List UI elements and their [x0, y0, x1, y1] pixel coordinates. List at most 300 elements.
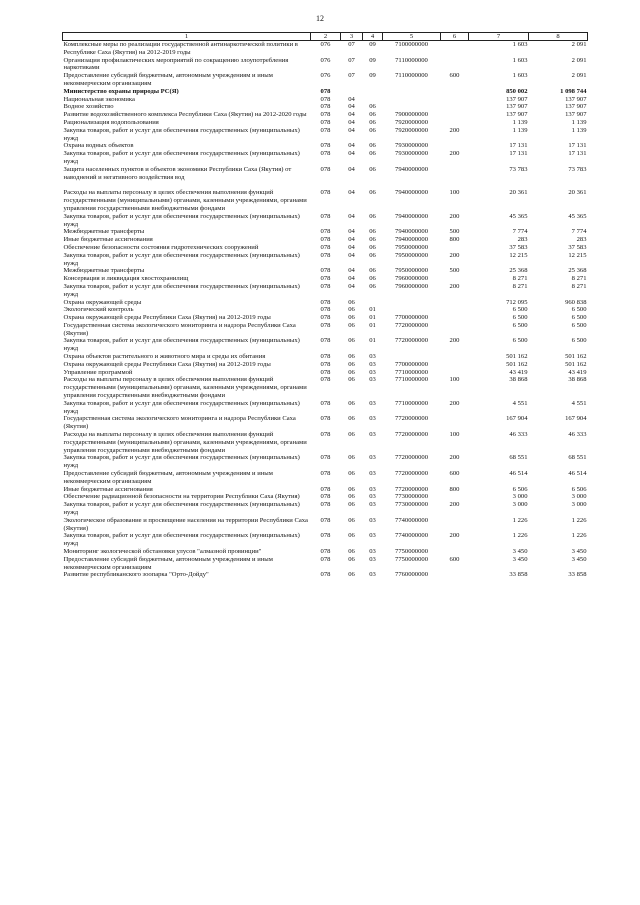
row-target-article: 7940000000	[395, 228, 428, 236]
row-name: Расходы на выплаты персоналу в целях обеспечения выполнения функций государственными (муниципальными) органами, казенными учреждениями, органами управления государственными внебюджетными фондами	[63, 189, 307, 212]
row-amount-col7: 1 603	[512, 56, 528, 64]
row-section-code: 06	[348, 532, 355, 540]
row-amount-col8: 6 500	[571, 321, 587, 329]
row-section-code: 06	[348, 431, 355, 439]
row-name: Охрана водных объектов	[63, 142, 134, 150]
row-expense-type: 200	[449, 126, 460, 134]
row-subsection-code: 03	[369, 555, 376, 563]
row-target-article	[383, 96, 441, 104]
table-row	[63, 556, 588, 572]
row-ved-code: 078	[320, 399, 331, 407]
row-expense-type	[441, 299, 469, 307]
row-amount-col8: 6 500	[571, 337, 587, 345]
row-amount-col7: 3 000	[512, 501, 528, 509]
row-target-article: 7960000000	[395, 282, 428, 290]
header-col-7: 7	[469, 33, 529, 41]
row-section-code: 06	[348, 548, 355, 555]
row-amount-col8: 46 514	[568, 470, 587, 478]
row-amount-col8: 17 131	[568, 150, 587, 158]
row-section-code: 06	[348, 516, 355, 524]
row-section-code: 06	[348, 555, 355, 563]
row-expense-type	[441, 244, 469, 252]
row-ved-code: 078	[320, 431, 331, 439]
table-row	[63, 517, 588, 533]
row-subsection-code: 03	[369, 399, 376, 407]
row-expense-type	[441, 493, 469, 501]
row-amount-col8: 167 904	[565, 415, 587, 423]
row-target-article: 7930000000	[395, 150, 428, 158]
row-section-code: 07	[348, 72, 355, 80]
row-subsection-code: 06	[369, 243, 376, 251]
row-amount-col8: 43 419	[568, 368, 587, 376]
row-expense-type	[441, 306, 469, 314]
row-subsection-code: 06	[369, 126, 376, 134]
row-subsection-code: 03	[369, 431, 376, 439]
table-row	[63, 283, 588, 299]
row-amount-col7: 1 603	[512, 72, 528, 80]
row-name: Предоставление субсидий бюджетным, автономным учреждениям и иным некоммерческим организациям	[63, 72, 273, 87]
row-amount-col7: 6 500	[512, 306, 528, 314]
row-subsection-code: 03	[369, 415, 376, 423]
table-row	[63, 150, 588, 166]
table-row	[63, 337, 588, 353]
row-expense-type: 500	[449, 267, 460, 275]
row-target-article: 7110000000	[395, 72, 428, 80]
row-subsection-code: 03	[369, 571, 376, 579]
table-row	[63, 96, 588, 104]
row-target-article	[383, 299, 441, 307]
row-name: Охрана окружающей среды Республики Саха (Якутия) на 2012-2019 годы	[63, 314, 271, 322]
row-ved-code: 078	[320, 298, 331, 306]
row-ved-code: 078	[320, 243, 331, 251]
row-amount-col8: 960 838	[565, 298, 587, 306]
row-section-code: 06	[348, 298, 355, 306]
row-ved-code: 078	[320, 87, 331, 95]
row-subsection-code: 06	[369, 111, 376, 119]
row-name: Закупка товаров, работ и услуг для обеспечения государственных (муниципальных) нужд	[63, 282, 300, 298]
row-ved-code: 078	[320, 275, 331, 283]
row-ved-code: 078	[320, 236, 331, 244]
row-target-article	[383, 353, 441, 361]
row-target-article: 7940000000	[395, 165, 428, 173]
row-target-article: 7920000000	[395, 126, 428, 134]
row-amount-col8: 3 000	[571, 493, 587, 501]
row-name: Управление программой	[63, 368, 133, 376]
row-amount-col7: 46 333	[509, 431, 528, 439]
row-ved-code: 078	[320, 493, 331, 501]
row-target-article: 7700000000	[395, 360, 428, 368]
row-amount-col7: 37 583	[509, 243, 528, 251]
row-amount-col8: 2 091	[571, 72, 587, 80]
row-name: Обеспечение безопасности состояния гидротехнических сооружений	[63, 243, 259, 251]
row-amount-col8: 2 091	[571, 41, 587, 48]
row-subsection-code: 06	[369, 142, 376, 150]
row-name: Национальная экономика	[63, 95, 135, 103]
row-name: Расходы на выплаты персоналу в целях обеспечения выполнения функций государственными (муниципальными) органами, казенными учреждениями, органами управления государственными внебюджетными фондами	[63, 376, 307, 400]
row-expense-type: 100	[449, 376, 460, 384]
row-target-article: 7960000000	[395, 275, 428, 283]
row-expense-type: 500	[449, 228, 460, 236]
row-name: Охрана окружающей среды Республики Саха (Якутия) на 2012-2019 годы	[63, 360, 271, 368]
row-ved-code: 078	[320, 415, 331, 423]
row-expense-type: 200	[449, 282, 460, 290]
row-amount-col7: 17 131	[509, 150, 528, 158]
row-amount-col7: 1 603	[512, 41, 528, 48]
row-amount-col7: 17 131	[509, 142, 528, 150]
row-amount-col7: 3 450	[512, 555, 528, 563]
row-target-article: 7950000000	[395, 243, 428, 251]
row-expense-type: 100	[449, 431, 460, 439]
table-row	[63, 252, 588, 268]
row-ved-code: 078	[320, 282, 331, 290]
row-subsection-code: 06	[369, 150, 376, 158]
table-row	[63, 532, 588, 548]
row-section-code: 04	[348, 111, 355, 119]
row-section-code: 06	[348, 314, 355, 322]
row-expense-type	[441, 314, 469, 322]
row-section-code: 06	[348, 399, 355, 407]
row-target-article: 7720000000	[395, 321, 428, 329]
header-col-5: 5	[383, 33, 441, 41]
row-subsection-code	[363, 88, 383, 96]
table-row	[63, 267, 588, 275]
row-amount-col7: 7 774	[512, 228, 528, 236]
row-amount-col7: 1 226	[512, 532, 528, 540]
row-amount-col7: 6 500	[512, 321, 528, 329]
row-amount-col7: 6 500	[512, 314, 528, 322]
row-amount-col7: 6 506	[512, 485, 528, 493]
row-section-code: 04	[348, 236, 355, 244]
row-expense-type: 200	[449, 501, 460, 509]
row-ved-code: 078	[320, 251, 331, 259]
table-row	[63, 376, 588, 399]
table-row	[63, 142, 588, 150]
row-section-code: 06	[348, 306, 355, 314]
row-name: Экологическое образование и просвещение населения на территории Республики Саха (Якутия)	[63, 516, 308, 532]
row-subsection-code: 03	[369, 470, 376, 478]
row-section-code: 06	[348, 485, 355, 493]
table-row	[63, 415, 588, 431]
row-subsection-code: 01	[369, 337, 376, 345]
row-ved-code: 078	[320, 118, 331, 126]
row-subsection-code: 03	[369, 353, 376, 361]
row-ved-code: 078	[320, 516, 331, 524]
row-amount-col8: 3 000	[571, 501, 587, 509]
row-ved-code: 078	[320, 165, 331, 173]
row-amount-col7: 850 002	[506, 87, 528, 95]
header-col-6: 6	[441, 33, 469, 41]
row-section-code: 06	[348, 360, 355, 368]
row-ved-code: 078	[320, 142, 331, 150]
row-ved-code: 078	[320, 454, 331, 462]
row-amount-col7: 1 226	[512, 516, 528, 524]
row-target-article: 7720000000	[395, 454, 428, 462]
table-row	[63, 361, 588, 369]
row-amount-col8: 46 333	[568, 431, 587, 439]
row-subsection-code: 06	[369, 275, 376, 283]
row-target-article: 7700000000	[395, 314, 428, 322]
row-expense-type	[441, 96, 469, 104]
row-amount-col7: 501 162	[506, 353, 528, 361]
row-ved-code: 078	[320, 571, 331, 579]
row-subsection-code: 06	[369, 189, 376, 197]
row-ved-code: 078	[320, 321, 331, 329]
row-ved-code: 078	[320, 150, 331, 158]
table-row	[63, 571, 588, 579]
page-number: 12	[316, 14, 324, 23]
row-ved-code: 078	[320, 555, 331, 563]
row-section-code: 04	[348, 142, 355, 150]
row-amount-col7: 137 907	[506, 111, 528, 119]
row-subsection-code: 09	[369, 41, 376, 48]
row-subsection-code: 03	[369, 485, 376, 493]
row-expense-type: 100	[449, 189, 460, 197]
row-ved-code: 078	[320, 548, 331, 555]
row-subsection-code	[363, 96, 383, 104]
row-name: Водное хозяйство	[63, 103, 114, 111]
row-ved-code: 078	[320, 337, 331, 345]
row-amount-col7: 4 551	[512, 399, 528, 407]
table-row	[63, 236, 588, 244]
row-name: Предоставление субсидий бюджетным, автономным учреждениям и иным некоммерческим организациям	[63, 555, 273, 571]
row-section-code: 04	[348, 150, 355, 158]
table-row	[63, 493, 588, 501]
row-expense-type: 200	[449, 251, 460, 259]
table-row	[63, 314, 588, 322]
row-name: Межбюджетные трансферты	[63, 267, 145, 275]
header-col-4: 4	[363, 33, 383, 41]
header-col-2: 2	[311, 33, 341, 41]
row-section-code: 04	[348, 275, 355, 283]
row-target-article: 7740000000	[395, 532, 428, 540]
table-row	[63, 501, 588, 517]
row-expense-type	[441, 41, 469, 57]
row-amount-col8: 1 098 744	[560, 87, 587, 95]
row-ved-code: 078	[320, 485, 331, 493]
row-section-code: 07	[348, 41, 355, 48]
row-amount-col8: 8 271	[571, 282, 587, 290]
row-expense-type: 600	[449, 470, 460, 478]
row-section-code: 04	[348, 267, 355, 275]
row-expense-type: 600	[449, 555, 460, 563]
row-amount-col8: 1 139	[571, 126, 587, 134]
row-section-code: 06	[348, 454, 355, 462]
row-target-article: 7740000000	[395, 516, 428, 524]
row-amount-col7: 167 904	[506, 415, 528, 423]
row-amount-col7: 20 361	[509, 189, 528, 197]
row-amount-col8: 6 506	[571, 485, 587, 493]
row-expense-type	[441, 361, 469, 369]
row-name: Предоставление субсидий бюджетным, автономным учреждениям и иным некоммерческим организациям	[63, 470, 273, 485]
row-subsection-code: 03	[369, 376, 376, 384]
row-amount-col8: 7 774	[571, 228, 587, 236]
row-amount-col8: 501 162	[565, 360, 587, 368]
row-ved-code: 078	[320, 126, 331, 134]
row-section-code: 04	[348, 118, 355, 126]
row-amount-col7: 45 365	[509, 212, 528, 220]
row-name: Государственная система экологического мониторинга и надзора Республики Саха (Якутия)	[63, 415, 296, 431]
row-amount-col7: 1 139	[512, 126, 528, 134]
row-ved-code: 078	[320, 532, 331, 540]
row-amount-col8: 8 271	[571, 275, 587, 283]
row-expense-type: 200	[449, 532, 460, 540]
row-target-article: 7720000000	[395, 415, 428, 423]
table-row	[63, 275, 588, 283]
row-target-article: 7110000000	[395, 56, 428, 64]
row-name: Мониторинг экологической обстановки улусов "алмазной провинции"	[63, 548, 262, 555]
row-amount-col7: 43 419	[509, 368, 528, 376]
row-amount-col8: 6 500	[571, 306, 587, 314]
row-name: Иные бюджетные ассигнования	[63, 485, 153, 493]
table-row	[63, 369, 588, 377]
row-subsection-code: 03	[369, 368, 376, 376]
table-row	[63, 244, 588, 252]
row-ved-code: 076	[320, 41, 331, 48]
row-expense-type: 200	[449, 399, 460, 407]
row-subsection-code: 01	[369, 306, 376, 314]
row-amount-col8: 137 907	[565, 95, 587, 103]
row-amount-col7: 25 368	[509, 267, 528, 275]
table-row	[63, 322, 588, 338]
row-name: Закупка товаров, работ и услуг для обеспечения государственных (муниципальных) нужд	[63, 454, 300, 470]
table-row	[63, 127, 588, 143]
row-amount-col7: 12 215	[509, 251, 528, 259]
row-amount-col8: 137 907	[565, 103, 587, 111]
row-amount-col8: 2 091	[571, 56, 587, 64]
row-ved-code: 078	[320, 228, 331, 236]
row-subsection-code: 03	[369, 360, 376, 368]
row-name: Закупка товаров, работ и услуг для обеспечения государственных (муниципальных) нужд	[63, 126, 300, 142]
row-amount-col8: 137 907	[565, 111, 587, 119]
header-col-1: 1	[63, 33, 311, 41]
row-expense-type	[441, 57, 469, 73]
row-expense-type	[441, 571, 469, 579]
table-body	[63, 41, 588, 580]
row-amount-col8: 1 139	[571, 118, 587, 126]
row-amount-col8: 4 551	[571, 399, 587, 407]
row-target-article: 7750000000	[395, 548, 428, 555]
row-expense-type	[441, 275, 469, 283]
row-name: Закупка товаров, работ и услуг для обеспечения государственных (муниципальных) нужд	[63, 532, 300, 548]
table-row	[63, 88, 588, 96]
table-row	[63, 548, 588, 556]
row-name: Рационализация водопользования	[63, 118, 159, 126]
table-row	[63, 111, 588, 119]
row-name: Министерство охраны природы РС(Я)	[63, 87, 179, 95]
row-subsection-code: 03	[369, 454, 376, 462]
row-section-code: 06	[348, 376, 355, 384]
row-ved-code: 078	[320, 368, 331, 376]
row-name: Организация профилактических мероприятий по сокращению злоупотребления наркотиками	[63, 56, 289, 72]
row-subsection-code: 06	[369, 267, 376, 275]
row-amount-col8: 45 365	[568, 212, 587, 220]
table-row	[63, 400, 588, 416]
row-amount-col8: 3 450	[571, 555, 587, 563]
row-amount-col8: 283	[576, 236, 587, 244]
row-target-article: 7940000000	[395, 189, 428, 197]
row-name: Закупка товаров, работ и услуг для обеспечения государственных (муниципальных) нужд	[63, 150, 300, 165]
table-row	[63, 213, 588, 229]
row-name: Охрана окружающей среды	[63, 298, 142, 306]
row-expense-type	[441, 119, 469, 127]
row-section-code: 04	[348, 103, 355, 111]
row-subsection-code: 06	[369, 103, 376, 111]
row-amount-col7: 46 514	[509, 470, 528, 478]
row-subsection-code	[363, 299, 383, 307]
row-target-article: 7760000000	[395, 571, 428, 579]
row-amount-col7: 33 858	[509, 571, 528, 579]
row-subsection-code: 09	[369, 56, 376, 64]
row-section-code: 04	[348, 282, 355, 290]
row-section-code: 06	[348, 501, 355, 509]
row-target-article: 7720000000	[395, 337, 428, 345]
row-amount-col8: 25 368	[568, 267, 587, 275]
row-expense-type	[441, 322, 469, 338]
row-amount-col7: 1 139	[512, 118, 528, 126]
row-subsection-code: 06	[369, 212, 376, 220]
row-ved-code: 076	[320, 56, 331, 64]
row-section-code: 06	[348, 368, 355, 376]
row-name: Обеспечение радиационной безопасности на территории Республики Саха (Якутия)	[63, 493, 300, 501]
row-expense-type: 600	[449, 72, 460, 80]
row-subsection-code: 03	[369, 501, 376, 509]
row-amount-col8: 1 226	[571, 532, 587, 540]
row-amount-col8: 33 858	[568, 571, 587, 579]
row-name: Закупка товаров, работ и услуг для обеспечения государственных (муниципальных) нужд	[63, 212, 300, 228]
row-section-code: 06	[348, 493, 355, 501]
row-section-code	[341, 88, 363, 96]
row-section-code: 04	[348, 228, 355, 236]
row-amount-col7: 68 551	[509, 454, 528, 462]
table-row	[63, 166, 588, 190]
row-name: Закупка товаров, работ и услуг для обеспечения государственных (муниципальных) нужд	[63, 251, 300, 267]
row-subsection-code: 03	[369, 548, 376, 555]
row-name: Закупка товаров, работ и услуг для обеспечения государственных (муниципальных) нужд	[63, 399, 300, 415]
table-row	[63, 431, 588, 454]
table-row	[63, 189, 588, 212]
table-row	[63, 486, 588, 494]
row-expense-type: 200	[449, 454, 460, 462]
row-ved-code: 078	[320, 267, 331, 275]
row-expense-type: 800	[449, 236, 460, 244]
row-amount-col7: 38 868	[509, 376, 528, 384]
row-subsection-code: 06	[369, 251, 376, 259]
row-amount-col7: 73 783	[509, 165, 528, 173]
row-target-article	[383, 103, 441, 111]
row-target-article: 7720000000	[395, 485, 428, 493]
table-row	[63, 103, 588, 111]
row-name: Межбюджетные трансферты	[63, 228, 145, 236]
row-section-code: 06	[348, 337, 355, 345]
row-expense-type	[441, 166, 469, 190]
row-amount-col8: 37 583	[568, 243, 587, 251]
row-ved-code: 078	[320, 103, 331, 111]
row-name: Консервация и ликвидация хвостохранилищ	[63, 275, 189, 283]
table-row	[63, 353, 588, 361]
row-ved-code: 078	[320, 212, 331, 220]
row-amount-col7: 8 271	[512, 282, 528, 290]
row-expense-type: 200	[449, 150, 460, 158]
row-ved-code: 078	[320, 353, 331, 361]
table-row	[63, 470, 588, 486]
row-expense-type	[441, 353, 469, 361]
row-ved-code: 076	[320, 72, 331, 80]
row-section-code: 06	[348, 415, 355, 423]
row-amount-col8: 6 500	[571, 314, 587, 322]
row-subsection-code: 03	[369, 493, 376, 501]
row-section-code: 04	[348, 165, 355, 173]
row-amount-col7: 712 095	[506, 298, 528, 306]
